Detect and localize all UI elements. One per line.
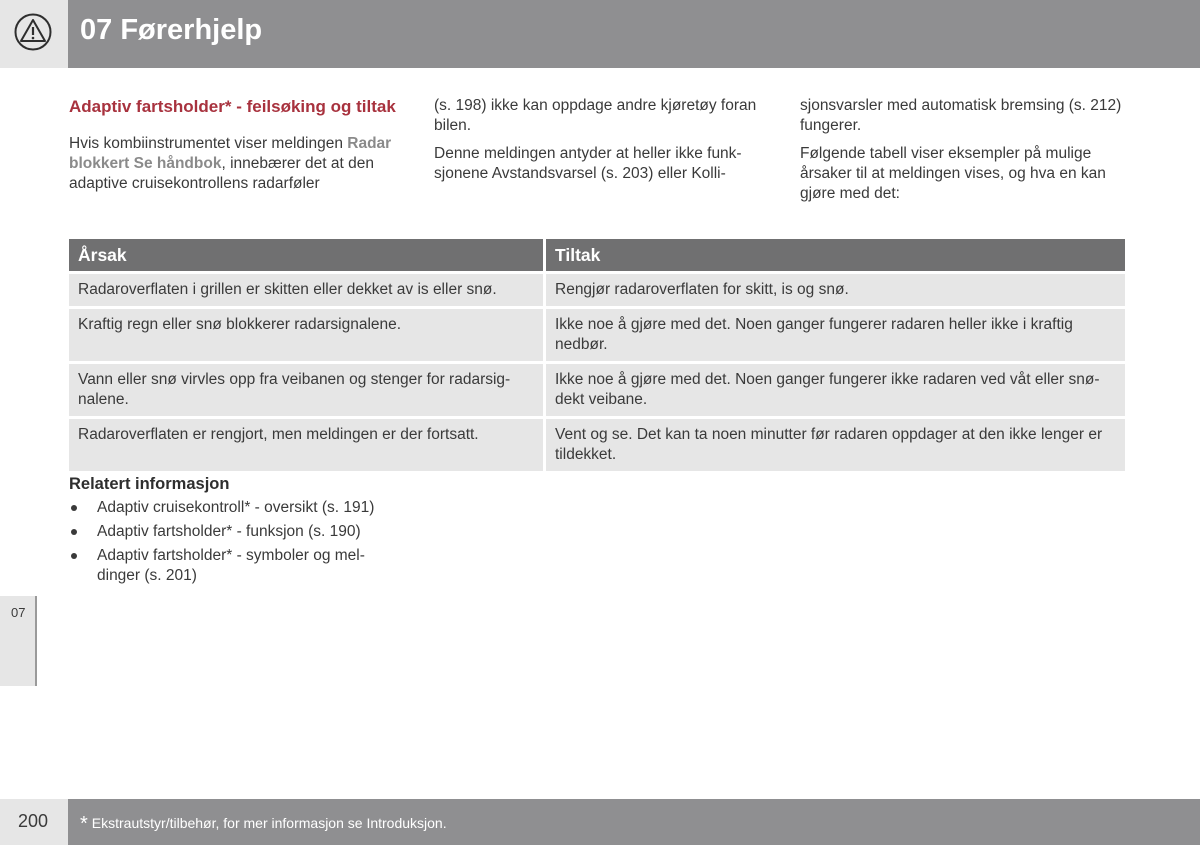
table-cell-action: Vent og se. Det kan ta noen minutter før radaren oppdager at den ikke lenger er tildekket.	[546, 419, 1125, 471]
table-row	[69, 309, 1125, 361]
column-header-action: Tiltak	[546, 239, 1125, 271]
table-cell-cause: Vann eller snø virvles opp fra veibanen og stenger for radarsig-nalene.	[69, 364, 543, 416]
paragraph: (s. 198) ikke kan oppdage andre kjøretøy foran bilen.	[434, 97, 757, 134]
warning-triangle-icon	[14, 13, 52, 51]
chapter-tab-label: 07	[11, 605, 26, 620]
chapter-title: 07 Førerhjelp	[80, 14, 263, 46]
column-2	[434, 96, 774, 192]
table-row	[69, 419, 1125, 471]
table-cell-action: Ikke noe å gjøre med det. Noen ganger fungerer radaren heller ikke i kraftig nedbør.	[546, 309, 1125, 361]
footnote	[80, 813, 447, 836]
bullet-icon	[71, 505, 77, 511]
footnote-text: Ekstrautstyr/tilbehør, for mer informasjon se Introduksjon.	[91, 815, 447, 831]
table-cell-action: Ikke noe å gjøre med det. Noen ganger fungerer ikke radaren ved våt eller snø-dekt veibane.	[546, 364, 1125, 416]
intro-paragraph: Hvis kombiinstrumentet viser meldingen Radar blokkert Se håndbok, innebærer det at den adaptive cruisekontrollens radarføler	[69, 135, 392, 192]
table-row	[69, 364, 1125, 416]
chapter-tab	[0, 596, 37, 686]
paragraph: sjonsvarsler med automatisk bremsing (s. 212) fungerer.	[800, 97, 1122, 134]
paragraph: Denne meldingen antyder at heller ikke funk-sjonene Avstandsvarsel (s. 203) eller Kolli-	[434, 145, 742, 182]
column-3	[800, 96, 1130, 212]
asterisk-icon: *	[80, 813, 88, 835]
related-link[interactable]: Adaptiv fartsholder* - symboler og mel-dinger (s. 201)	[69, 546, 399, 586]
footer-bar	[68, 799, 1200, 845]
table-cell-cause: Radaroverflaten er rengjort, men meldingen er der fortsatt.	[69, 419, 543, 471]
table-cell-cause: Radaroverflaten i grillen er skitten eller dekket av is eller snø.	[69, 274, 543, 306]
message-keyword: Radar blokkert Se håndbok	[69, 135, 392, 172]
related-information	[69, 474, 399, 586]
section-heading: Adaptiv fartsholder* - feilsøking og tiltak	[69, 97, 396, 116]
column-1	[69, 96, 404, 202]
related-heading: Relatert informasjon	[69, 475, 230, 493]
header-icon-area	[0, 0, 68, 68]
related-link[interactable]: Adaptiv cruisekontroll* - oversikt (s. 191)	[69, 498, 399, 518]
related-link[interactable]: Adaptiv fartsholder* - funksjon (s. 190)	[69, 522, 399, 542]
table-header-row	[69, 239, 1125, 271]
bullet-icon	[71, 553, 77, 559]
table-row	[69, 274, 1125, 306]
troubleshooting-table	[66, 236, 1128, 474]
column-header-cause: Årsak	[69, 239, 543, 271]
table-cell-action: Rengjør radaroverflaten for skitt, is og snø.	[546, 274, 1125, 306]
page-number: 200	[18, 811, 49, 831]
bullet-icon	[71, 529, 77, 535]
page-number-area	[0, 799, 68, 845]
related-list	[69, 498, 399, 586]
paragraph: Følgende tabell viser eksempler på mulige årsaker til at meldingen vises, og hva en kan gjøre med det:	[800, 145, 1106, 202]
table-cell-cause: Kraftig regn eller snø blokkerer radarsignalene.	[69, 309, 543, 361]
chapter-header	[68, 0, 1200, 68]
